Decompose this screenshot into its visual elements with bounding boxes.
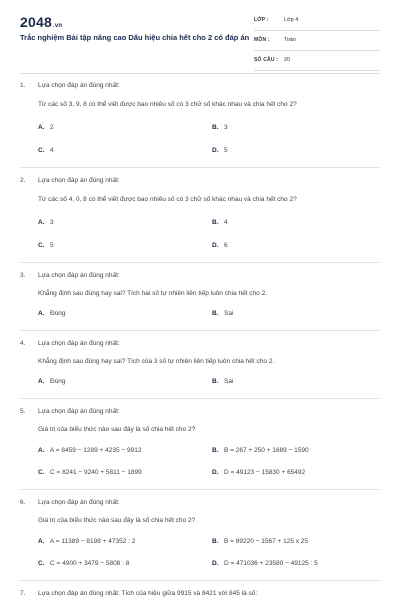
option-text: 4 (50, 147, 54, 154)
question-instruction: Lựa chọn đáp án đúng nhất: (38, 408, 120, 415)
option-d[interactable] (212, 147, 228, 154)
option-text: C = 8241 − 9240 + 5811 − 1899 (50, 469, 142, 476)
option-text: 5 (224, 147, 228, 154)
question-instruction: Lựa chọn đáp án đúng nhất: (38, 82, 120, 89)
question-divider (20, 489, 380, 490)
worksheet-title: Trắc nghiệm Bài tập nâng cao Dấu hiệu chia hết cho 2 có đáp án (20, 33, 250, 42)
question-prompt (20, 590, 257, 597)
option-b[interactable] (212, 378, 233, 385)
question-prompt (20, 82, 120, 89)
option-letter: B. (212, 447, 219, 454)
option-b[interactable] (212, 310, 233, 317)
question-5 (0, 400, 400, 491)
option-d[interactable] (212, 560, 318, 567)
question-2 (0, 169, 400, 264)
site-logo[interactable] (20, 15, 62, 33)
option-b[interactable] (212, 447, 309, 454)
option-text: 2 (50, 124, 54, 131)
option-letter: D. (212, 469, 219, 476)
option-text: A = 11389 − 8198 + 47352 : 2 (50, 538, 136, 545)
option-text: Đúng (50, 310, 66, 317)
question-divider (20, 580, 380, 581)
question-prompt (20, 499, 120, 506)
option-letter: B. (212, 538, 219, 545)
question-7 (0, 582, 400, 600)
option-text: D = 49123 − 15830 + 65492 (224, 469, 306, 476)
question-6 (0, 491, 400, 582)
question-instruction: Lựa chọn đáp án đúng nhất: (38, 272, 120, 279)
question-text: Khẳng định sau đúng hay sai? Tích hai số tự nhiên liên tiếp luôn chia hết cho 2. (38, 290, 268, 297)
option-letter: A. (38, 219, 45, 226)
option-letter: C. (38, 560, 45, 567)
option-letter: A. (38, 310, 45, 317)
question-prompt (20, 340, 120, 347)
question-instruction: Lựa chọn đáp án đúng nhất: (38, 499, 120, 506)
question-text: Khẳng định sau đúng hay sai? Tích của 3 số tự nhiên liên tiếp luôn chia hết cho 2. (38, 358, 275, 365)
question-4 (0, 332, 400, 400)
option-letter: C. (38, 242, 45, 249)
question-text: Giá trị của biểu thức nào sau đây là số chia hết cho 2? (38, 426, 196, 433)
question-text: Từ các số 4, 0, 8 có thể viết được bao nhiêu số có 3 chữ số khác nhau và chia hết cho 2? (38, 196, 297, 203)
question-divider (20, 398, 380, 399)
meta-value: 20 (284, 57, 291, 63)
meta-label: LỚP : (254, 17, 269, 23)
option-c[interactable] (38, 242, 54, 249)
question-prompt (20, 177, 120, 184)
option-a[interactable] (38, 378, 66, 385)
option-letter: B. (212, 219, 219, 226)
option-letter: D. (212, 242, 219, 249)
meta-row-question-count (254, 54, 380, 71)
option-c[interactable] (38, 147, 54, 154)
option-a[interactable] (38, 447, 141, 454)
question-list (0, 74, 400, 600)
question-divider (20, 330, 380, 331)
option-text: 4 (224, 219, 228, 226)
question-prompt (20, 408, 120, 415)
question-instruction: Lựa chọn đáp án đúng nhất: (38, 340, 120, 347)
option-b[interactable] (212, 124, 228, 131)
option-letter: B. (212, 310, 219, 317)
question-number: 5. (20, 408, 26, 415)
option-a[interactable] (38, 310, 66, 317)
meta-label: SỐ CÂU : (254, 57, 279, 63)
meta-row-grade (254, 14, 380, 31)
option-letter: A. (38, 447, 45, 454)
question-3 (0, 264, 400, 332)
option-c[interactable] (38, 560, 129, 567)
question-divider (20, 262, 380, 263)
worksheet-header (0, 0, 400, 74)
option-text: 3 (50, 219, 54, 226)
option-b[interactable] (212, 538, 308, 545)
option-a[interactable] (38, 219, 54, 226)
question-number: 1. (20, 82, 26, 89)
question-number: 6. (20, 499, 26, 506)
option-a[interactable] (38, 538, 135, 545)
meta-row-subject (254, 34, 380, 51)
option-letter: D. (212, 147, 219, 154)
option-text: B = 89220 − 1567 + 125 x 25 (224, 538, 309, 545)
question-text: Từ các số 3, 9, 8 có thể viết được bao nhiêu số có 3 chữ số khác nhau và chia hết cho 2? (38, 101, 297, 108)
option-letter: A. (38, 124, 45, 131)
option-text: D = 471036 + 23580 − 49125 : 5 (224, 560, 318, 567)
option-text: A = 8459 − 1289 + 4235 − 9912 (50, 447, 142, 454)
option-d[interactable] (212, 242, 228, 249)
option-text: 5 (50, 242, 54, 249)
option-letter: D. (212, 560, 219, 567)
option-text: Sai (224, 310, 234, 317)
question-number: 4. (20, 340, 26, 347)
option-text: Sai (224, 378, 234, 385)
question-1 (0, 74, 400, 169)
logo-main-text: 2048 (20, 14, 52, 30)
question-text: Giá trị của biểu thức nào sau đây là số chia hết cho 2? (38, 517, 196, 524)
option-letter: A. (38, 378, 45, 385)
option-b[interactable] (212, 219, 228, 226)
logo-sub-text: .vn (52, 23, 63, 29)
option-text: Đúng (50, 378, 66, 385)
question-instruction: Lựa chọn đáp án đúng nhất: (38, 177, 120, 184)
option-text: C = 4900 + 3479 − 5808 : 8 (50, 560, 130, 567)
option-letter: B. (212, 124, 219, 131)
option-text: 6 (224, 242, 228, 249)
meta-label: MÔN : (254, 37, 270, 43)
question-divider (20, 167, 380, 168)
option-a[interactable] (38, 124, 54, 131)
question-prompt (20, 272, 120, 279)
question-instruction: Lựa chọn đáp án đúng nhất: Tích của hiệu giữa 9915 và 8421 với 845 là số: (38, 590, 258, 597)
option-letter: B. (212, 378, 219, 385)
option-letter: A. (38, 538, 45, 545)
option-letter: C. (38, 469, 45, 476)
option-text: 3 (224, 124, 228, 131)
option-d[interactable] (212, 469, 305, 476)
question-number: 3. (20, 272, 26, 279)
meta-value: Toán (284, 37, 296, 43)
option-letter: C. (38, 147, 45, 154)
question-number: 2. (20, 177, 26, 184)
option-text: B = 267 + 250 + 1689 − 1590 (224, 447, 309, 454)
meta-value: Lớp 4 (284, 17, 299, 23)
question-number: 7. (20, 590, 26, 597)
option-c[interactable] (38, 469, 142, 476)
worksheet-meta (254, 14, 380, 74)
